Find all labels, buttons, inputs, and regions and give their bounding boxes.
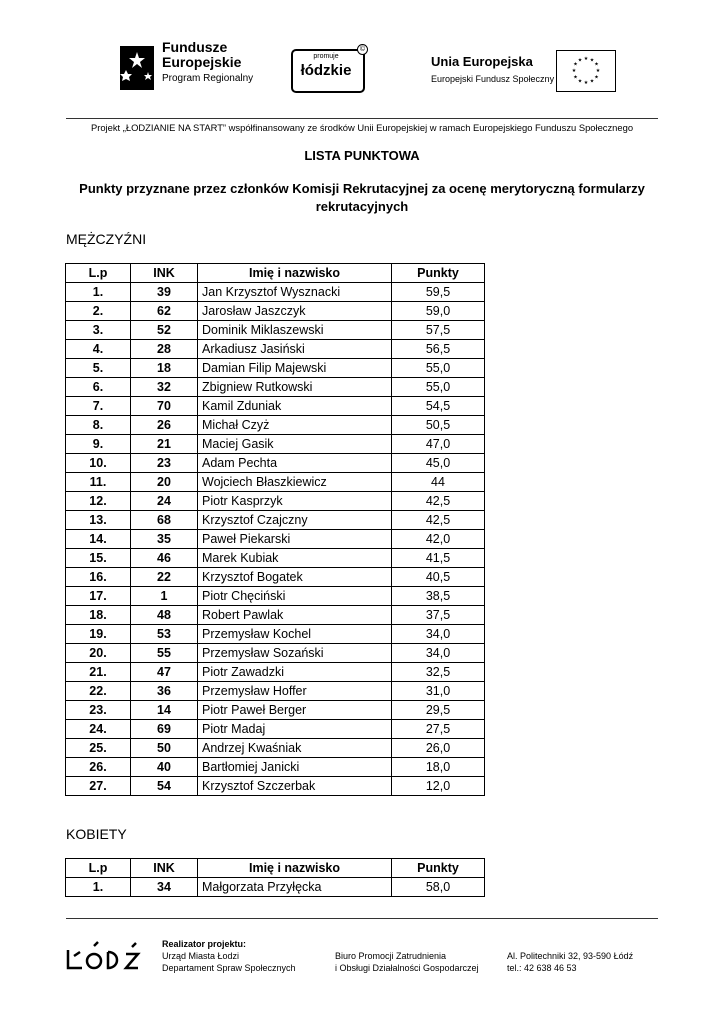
row-name: Małgorzata Przyłęcka (198, 878, 392, 897)
row-ink: 35 (131, 530, 198, 549)
footer-realizator-label: Realizator projektu: (162, 939, 247, 949)
footer-org-line2: Departament Spraw Społecznych (162, 963, 296, 973)
row-lp: 9. (66, 435, 131, 454)
table-row (66, 549, 485, 568)
row-points: 34,0 (392, 644, 485, 663)
row-points: 57,5 (392, 321, 485, 340)
row-points: 40,5 (392, 568, 485, 587)
row-ink: 23 (131, 454, 198, 473)
women-section-heading: KOBIETY (66, 826, 127, 842)
row-lp: 1. (66, 878, 131, 897)
registered-mark-icon: © (357, 44, 368, 55)
row-ink: 47 (131, 663, 198, 682)
table-row (66, 340, 485, 359)
column-name: Imię i nazwisko (198, 264, 392, 283)
row-ink: 39 (131, 283, 198, 302)
row-lp: 22. (66, 682, 131, 701)
table-row (66, 625, 485, 644)
row-points: 38,5 (392, 587, 485, 606)
row-name: Piotr Zawadzki (198, 663, 392, 682)
row-name: Krzysztof Czajczny (198, 511, 392, 530)
row-name: Jan Krzysztof Wysznacki (198, 283, 392, 302)
lodz-logo-icon (64, 938, 144, 978)
row-lp: 21. (66, 663, 131, 682)
row-name: Andrzej Kwaśniak (198, 739, 392, 758)
row-ink: 20 (131, 473, 198, 492)
table-row (66, 701, 485, 720)
row-name: Piotr Chęciński (198, 587, 392, 606)
svg-text:★: ★ (577, 78, 583, 85)
row-lp: 8. (66, 416, 131, 435)
lodz-city-logo (64, 938, 144, 978)
footer-phone: tel.: 42 638 46 53 (507, 963, 577, 973)
footer-org-line1: Urząd Miasta Łodzi (162, 951, 240, 961)
table-row (66, 530, 485, 549)
table-row (66, 644, 485, 663)
column-ink: INK (131, 859, 198, 878)
table-row (66, 511, 485, 530)
row-ink: 62 (131, 302, 198, 321)
table-row (66, 682, 485, 701)
row-points: 42,5 (392, 511, 485, 530)
row-ink: 26 (131, 416, 198, 435)
row-points: 37,5 (392, 606, 485, 625)
row-lp: 23. (66, 701, 131, 720)
row-name: Maciej Gasik (198, 435, 392, 454)
svg-text:★: ★ (594, 74, 599, 81)
fe-stars-icon (118, 42, 158, 94)
table-row (66, 663, 485, 682)
row-ink: 40 (131, 758, 198, 777)
row-ink: 68 (131, 511, 198, 530)
table-row (66, 606, 485, 625)
svg-text:★: ★ (583, 56, 589, 62)
row-lp: 19. (66, 625, 131, 644)
svg-text:★: ★ (577, 57, 583, 64)
footer-office-line1: Biuro Promocji Zatrudnienia (335, 951, 447, 961)
men-points-table (65, 263, 485, 796)
row-points: 18,0 (392, 758, 485, 777)
svg-text:★: ★ (589, 57, 595, 64)
row-points: 32,5 (392, 663, 485, 682)
ue-logo-subtitle: Europejski Fundusz Społeczny (431, 74, 555, 84)
row-points: 42,0 (392, 530, 485, 549)
row-lp: 2. (66, 302, 131, 321)
eu-flag-icon (556, 50, 616, 92)
row-lp: 7. (66, 397, 131, 416)
row-lp: 20. (66, 644, 131, 663)
project-note: Projekt „ŁODZIANIE NA START” współfinansowany ze środków Unii Europejskiej w ramach Europejskiego Funduszu Społecznego (90, 122, 634, 133)
row-ink: 70 (131, 397, 198, 416)
row-points: 45,0 (392, 454, 485, 473)
row-lp: 14. (66, 530, 131, 549)
row-lp: 13. (66, 511, 131, 530)
column-name: Imię i nazwisko (198, 859, 392, 878)
fe-logo-line3: Program Regionalny (162, 73, 254, 84)
row-ink: 14 (131, 701, 198, 720)
row-lp: 6. (66, 378, 131, 397)
column-lp: L.p (66, 264, 131, 283)
row-name: Piotr Kasprzyk (198, 492, 392, 511)
table-header-row (66, 264, 485, 283)
row-points: 59,5 (392, 283, 485, 302)
column-points: Punkty (392, 859, 485, 878)
table-row (66, 568, 485, 587)
row-lp: 18. (66, 606, 131, 625)
table-row (66, 720, 485, 739)
row-lp: 3. (66, 321, 131, 340)
column-points: Punkty (392, 264, 485, 283)
row-name: Kamil Zduniak (198, 397, 392, 416)
row-lp: 16. (66, 568, 131, 587)
row-ink: 54 (131, 777, 198, 796)
table-row (66, 758, 485, 777)
svg-text:★: ★ (571, 68, 577, 74)
row-points: 41,5 (392, 549, 485, 568)
row-name: Krzysztof Bogatek (198, 568, 392, 587)
row-points: 27,5 (392, 720, 485, 739)
fe-logo-line2: Europejskie (162, 54, 242, 70)
svg-text:★: ★ (573, 61, 578, 68)
row-lp: 4. (66, 340, 131, 359)
row-points: 29,5 (392, 701, 485, 720)
header-divider (66, 118, 658, 119)
table-row (66, 454, 485, 473)
svg-text:★: ★ (595, 68, 601, 74)
row-ink: 52 (131, 321, 198, 340)
table-row (66, 283, 485, 302)
men-section-heading: MĘŻCZYŹNI (66, 231, 147, 247)
row-ink: 24 (131, 492, 198, 511)
row-lp: 27. (66, 777, 131, 796)
table-row (66, 878, 485, 897)
row-name: Bartłomiej Janicki (198, 758, 392, 777)
row-ink: 28 (131, 340, 198, 359)
row-ink: 21 (131, 435, 198, 454)
row-name: Przemysław Sozański (198, 644, 392, 663)
row-points: 56,5 (392, 340, 485, 359)
row-lp: 24. (66, 720, 131, 739)
table-row (66, 777, 485, 796)
row-lp: 1. (66, 283, 131, 302)
fundusze-europejskie-logo (118, 40, 268, 96)
row-name: Przemysław Kochel (198, 625, 392, 644)
footer-realizator (162, 938, 296, 974)
row-ink: 36 (131, 682, 198, 701)
footer-address: Al. Politechniki 32, 93-590 Łódź (507, 951, 634, 961)
row-points: 55,0 (392, 378, 485, 397)
row-lp: 11. (66, 473, 131, 492)
row-name: Damian Filip Majewski (198, 359, 392, 378)
table-row (66, 473, 485, 492)
table-row (66, 435, 485, 454)
row-points: 54,5 (392, 397, 485, 416)
svg-text:★: ★ (573, 74, 578, 81)
page-subtitle: Punkty przyznane przez członków Komisji Rekrutacyjnej za ocenę merytoryczną formularzy rekrutacyjnych (79, 181, 645, 214)
row-name: Piotr Madaj (198, 720, 392, 739)
ue-logo-title: Unia Europejska (431, 54, 533, 69)
row-ink: 1 (131, 587, 198, 606)
svg-text:★: ★ (589, 78, 595, 85)
fe-logo-line1: Fundusze (162, 39, 228, 55)
row-name: Arkadiusz Jasiński (198, 340, 392, 359)
table-row (66, 587, 485, 606)
row-name: Piotr Paweł Berger (198, 701, 392, 720)
table-row (66, 739, 485, 758)
row-ink: 18 (131, 359, 198, 378)
row-name: Michał Czyż (198, 416, 392, 435)
row-lp: 12. (66, 492, 131, 511)
table-row (66, 302, 485, 321)
row-ink: 22 (131, 568, 198, 587)
column-ink: INK (131, 264, 198, 283)
row-points: 47,0 (392, 435, 485, 454)
footer-office (335, 950, 479, 974)
row-name: Zbigniew Rutkowski (198, 378, 392, 397)
lodzkie-logo-name: łódzkie (300, 62, 352, 79)
row-lp: 15. (66, 549, 131, 568)
svg-text:★: ★ (594, 61, 599, 68)
women-points-table (65, 858, 485, 897)
row-ink: 46 (131, 549, 198, 568)
unia-europejska-logo (431, 50, 651, 94)
row-name: Krzysztof Szczerbak (198, 777, 392, 796)
table-row (66, 378, 485, 397)
page-title: LISTA PUNKTOWA (304, 148, 420, 163)
table-row (66, 397, 485, 416)
row-ink: 53 (131, 625, 198, 644)
table-row (66, 492, 485, 511)
promuje-lodzkie-logo (291, 46, 367, 96)
row-name: Adam Pechta (198, 454, 392, 473)
row-ink: 50 (131, 739, 198, 758)
footer-office-line2: i Obsługi Działalności Gospodarczej (335, 963, 479, 973)
row-points: 55,0 (392, 359, 485, 378)
row-name: Paweł Piekarski (198, 530, 392, 549)
footer-contact (507, 950, 633, 974)
row-lp: 10. (66, 454, 131, 473)
row-lp: 25. (66, 739, 131, 758)
row-ink: 55 (131, 644, 198, 663)
row-points: 34,0 (392, 625, 485, 644)
footer-divider (66, 918, 658, 919)
row-lp: 26. (66, 758, 131, 777)
table-row (66, 416, 485, 435)
table-header-row (66, 859, 485, 878)
row-points: 58,0 (392, 878, 485, 897)
table-row (66, 359, 485, 378)
row-points: 26,0 (392, 739, 485, 758)
svg-text:★: ★ (583, 80, 589, 86)
row-ink: 32 (131, 378, 198, 397)
row-ink: 69 (131, 720, 198, 739)
lodzkie-logo-promuje: promuje (313, 53, 339, 60)
row-points: 42,5 (392, 492, 485, 511)
row-ink: 34 (131, 878, 198, 897)
row-points: 12,0 (392, 777, 485, 796)
row-name: Marek Kubiak (198, 549, 392, 568)
table-row (66, 321, 485, 340)
row-points: 31,0 (392, 682, 485, 701)
row-ink: 48 (131, 606, 198, 625)
row-lp: 5. (66, 359, 131, 378)
row-points: 59,0 (392, 302, 485, 321)
row-name: Jarosław Jaszczyk (198, 302, 392, 321)
row-points: 44 (392, 473, 485, 492)
row-name: Dominik Miklaszewski (198, 321, 392, 340)
column-lp: L.p (66, 859, 131, 878)
row-points: 50,5 (392, 416, 485, 435)
row-name: Wojciech Błaszkiewicz (198, 473, 392, 492)
row-name: Przemysław Hoffer (198, 682, 392, 701)
row-lp: 17. (66, 587, 131, 606)
row-name: Robert Pawlak (198, 606, 392, 625)
